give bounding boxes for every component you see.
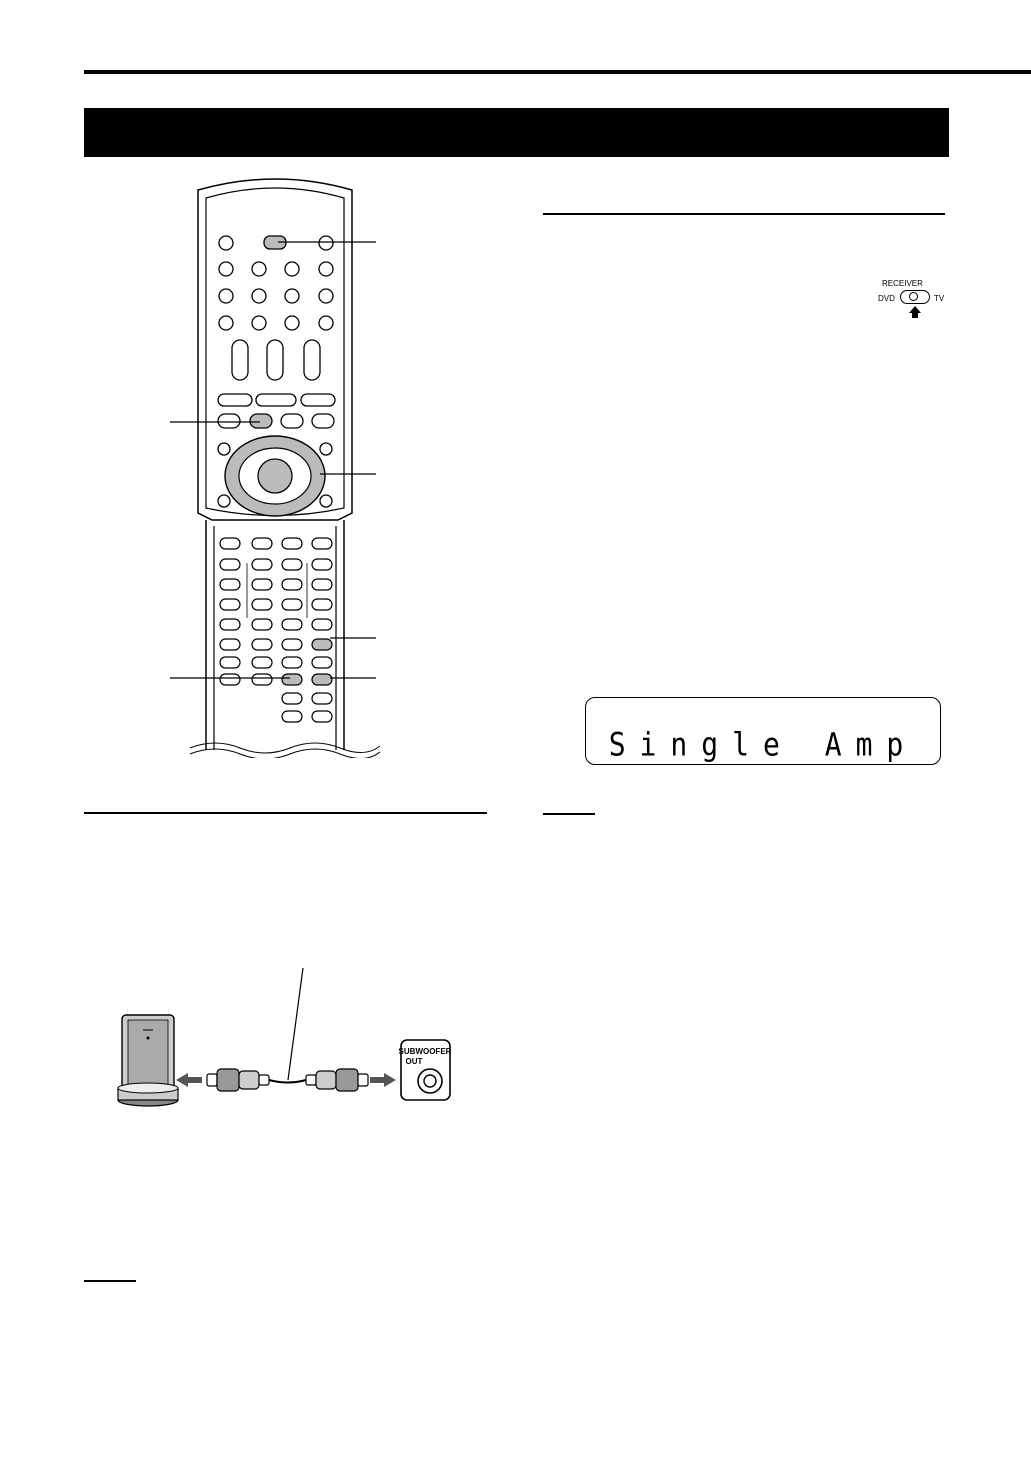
note-underline-left [84, 1280, 136, 1282]
switch-knob [909, 292, 918, 301]
display-window [585, 697, 941, 765]
tv-label: TV [934, 294, 945, 303]
section-rule-right [543, 213, 945, 215]
note-underline-right [543, 813, 595, 815]
dvd-label: DVD [878, 294, 895, 303]
receiver-label: RECEIVER [882, 279, 923, 288]
section-rule-left [84, 812, 487, 814]
jack-label-line1: SUBWOOFER [398, 1047, 452, 1056]
section-banner [84, 108, 949, 157]
callout-lines [170, 220, 380, 690]
display-text: Single Amp [608, 725, 918, 764]
jack-label-line2: OUT [405, 1057, 423, 1066]
subwoofer-icon [118, 1015, 178, 1106]
subwoofer-connection-diagram [110, 960, 460, 1115]
switch-slot [900, 290, 930, 304]
page-edge-mark [1025, 0, 1029, 30]
mode-switch-illustration [872, 279, 944, 321]
top-rule [84, 70, 1031, 74]
up-arrow-icon [909, 306, 921, 313]
